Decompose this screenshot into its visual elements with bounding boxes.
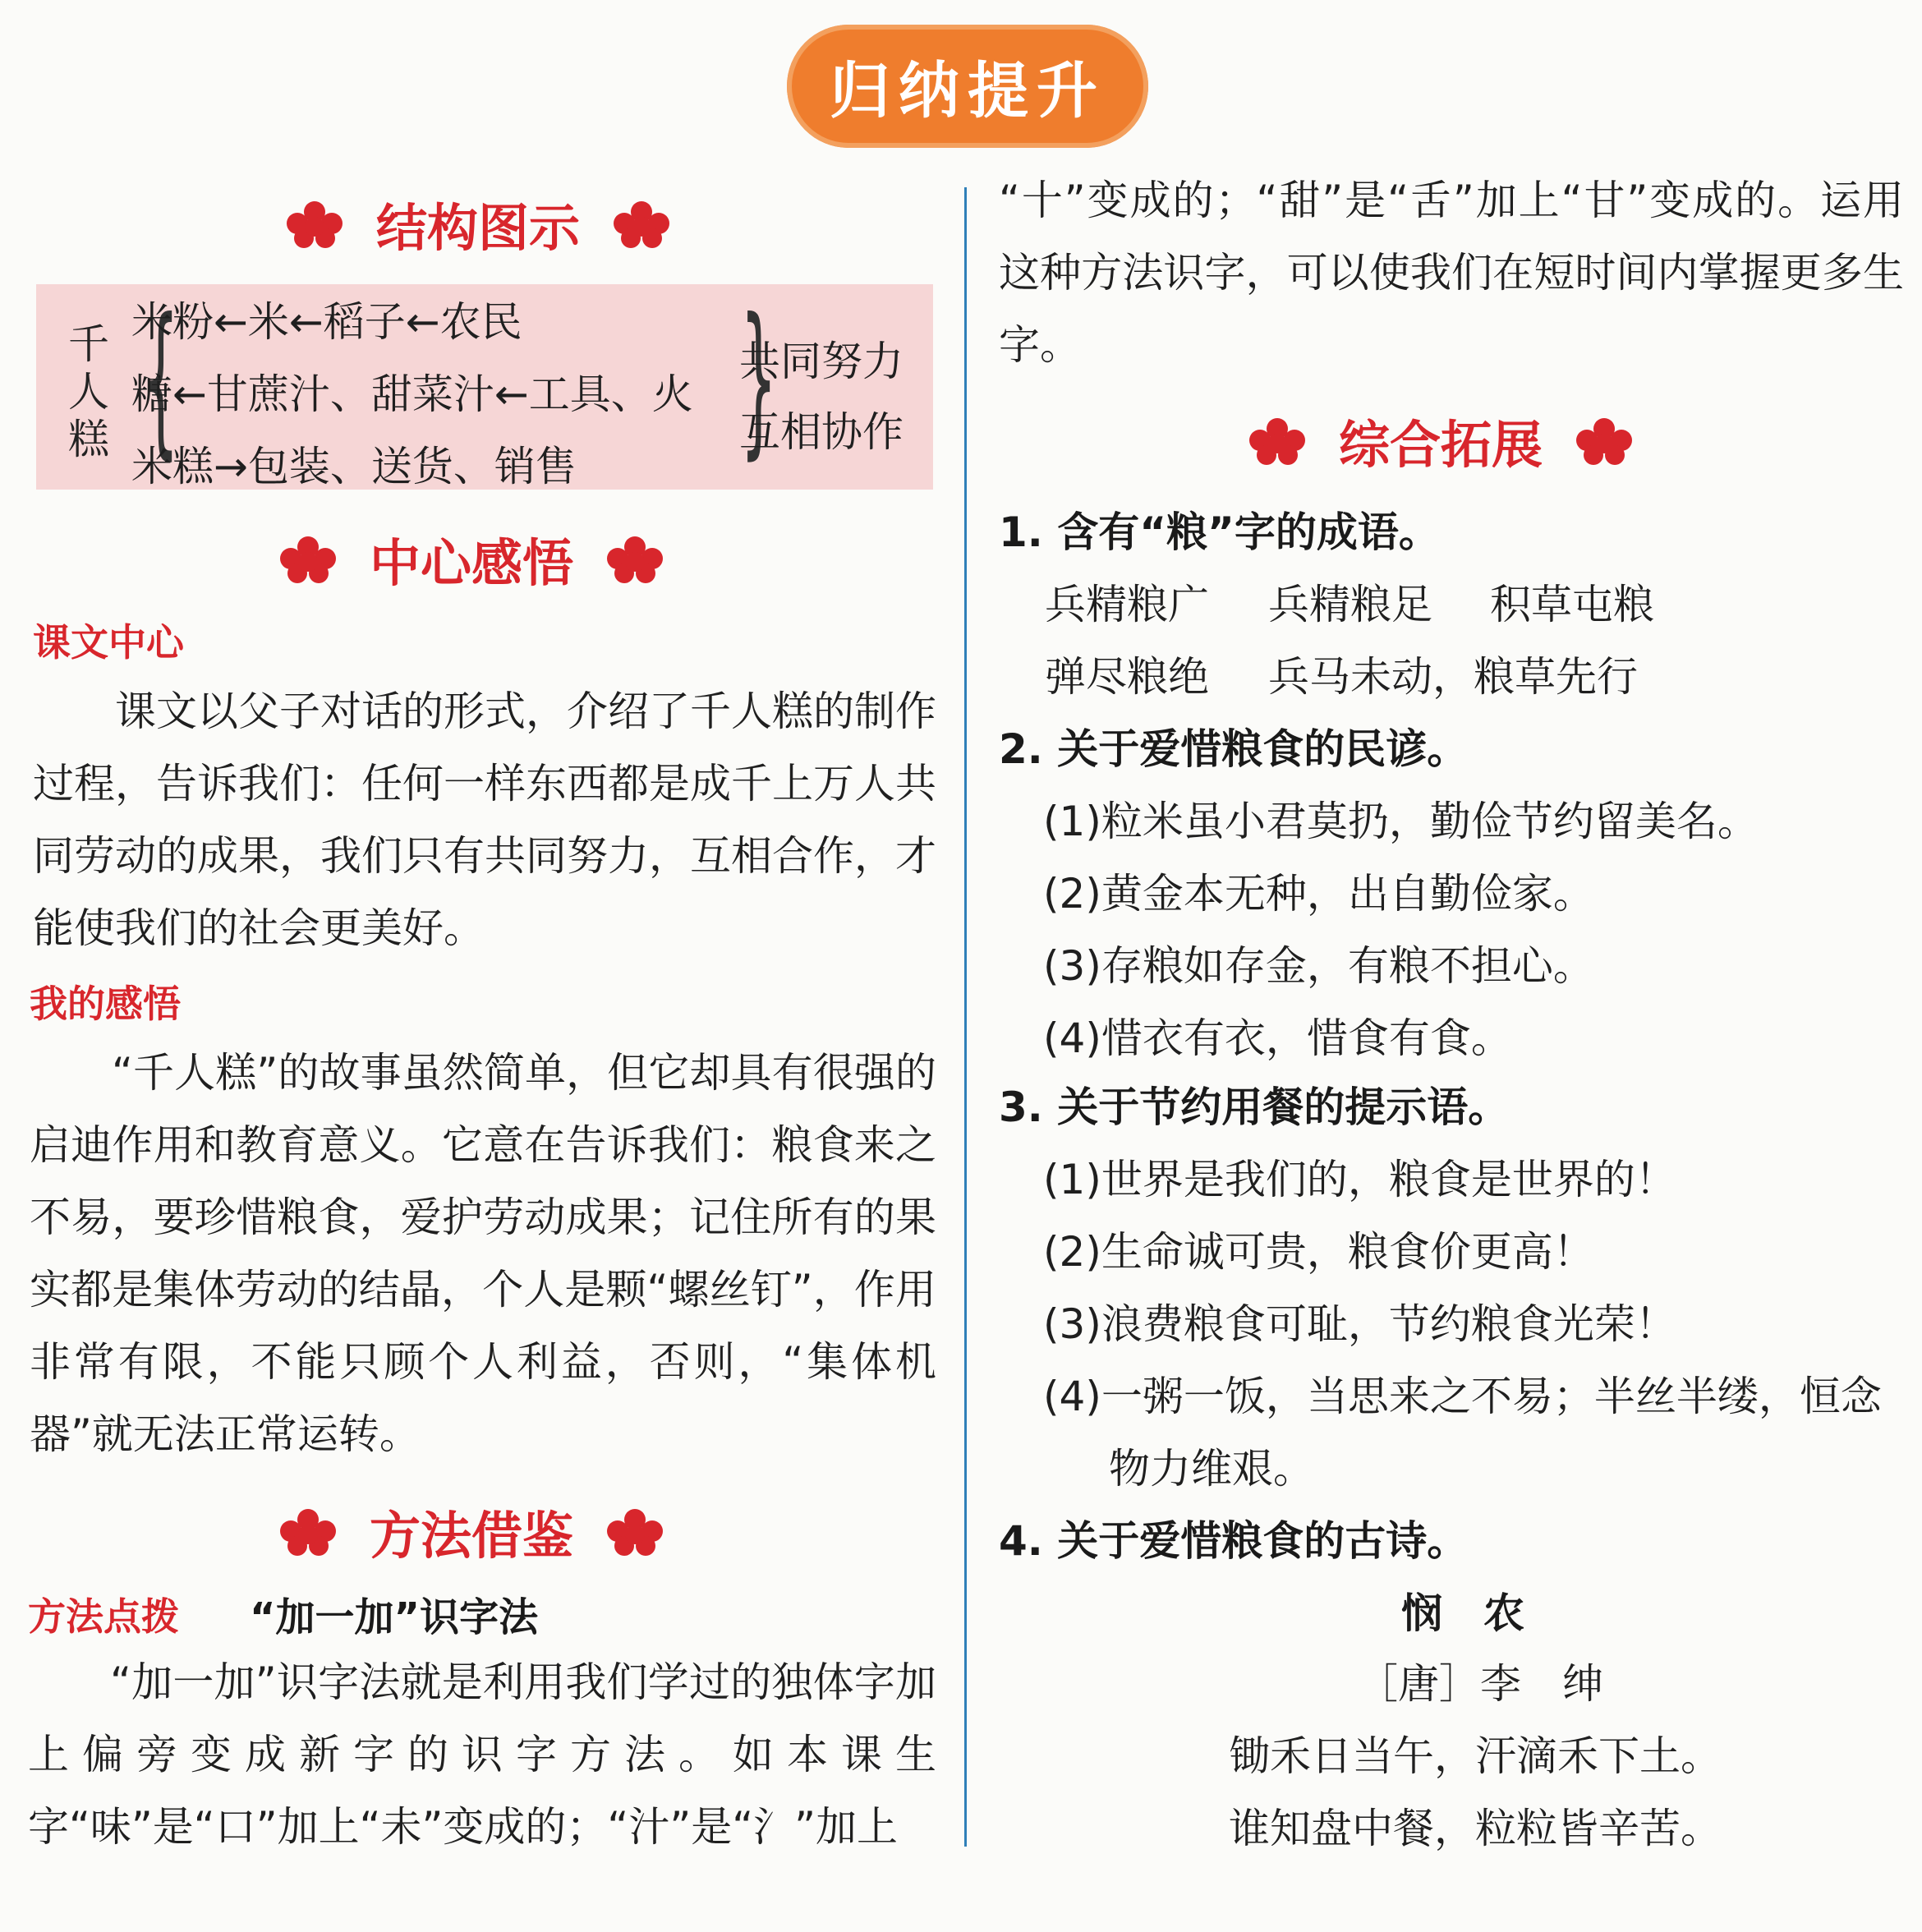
section-title-center — [279, 522, 664, 596]
idiom: 兵马未动，粮草先行 — [1268, 653, 1638, 701]
idiom: 弹尽粮绝 — [1045, 653, 1209, 701]
proverb: (1)粒米虽小君莫扔，勤俭节约留美名。 — [1043, 798, 1759, 845]
right-brace: } — [740, 283, 777, 475]
flower-icon — [279, 536, 337, 583]
section-title-text: 方法借鉴 — [370, 1506, 574, 1566]
poem-title: 悯 农 — [1401, 1589, 1524, 1637]
poem-line: 锄禾日当午，汗滴禾下土。 — [1229, 1732, 1722, 1780]
tip: (3)浪费粮食可耻，节约粮食光荣！ — [1043, 1300, 1676, 1348]
diagram-row: 米粉←米←稻子←农民 — [131, 298, 522, 346]
flower-icon — [613, 200, 670, 248]
my-insight-text: “千人糕”的故事虽然简单，但它却具有很强的启迪作用和教育意义。它意在告诉我们：粮食来之不易，要珍惜粮食，爱护劳动成果；记住所有的果实都是集体劳动的结晶，个人是颗“螺丝钉”，作用非常有限，不能只顾个人利益，否则，“集体机器”就无法正常运转。 — [30, 1049, 936, 1458]
question-1: 1. 含有“粮”字的成语。 — [999, 508, 1440, 556]
section-title-text: 结构图示 — [376, 198, 581, 258]
diagram-row: 米糕→包装、送货、销售 — [131, 443, 577, 490]
diagram-root-char: 糕 — [68, 416, 109, 463]
question-4: 4. 关于爱惜粮食的古诗。 — [999, 1517, 1469, 1565]
idiom: 兵精粮广 — [1045, 581, 1209, 628]
banner-title: 归纳提升 — [830, 56, 1106, 126]
proverb: (2)黄金本无种，出自勤俭家。 — [1043, 870, 1594, 918]
flower-icon — [606, 1508, 664, 1556]
idiom: 积草屯粮 — [1490, 581, 1654, 628]
section-title-method — [279, 1495, 664, 1568]
idiom: 兵精粮足 — [1268, 581, 1432, 628]
flower-icon — [606, 536, 664, 583]
diagram-root-char: 千 — [68, 320, 109, 368]
proverb: (4)惜衣有衣，惜食有食。 — [1043, 1014, 1512, 1062]
tip: 物力维艰。 — [1109, 1445, 1314, 1493]
method-text-continued: “十”变成的；“甜”是“舌”加上“甘”变成的。运用这种方法识字，可以使我们在短时间内掌握更多生字。 — [999, 177, 1904, 369]
section-title-structure — [286, 187, 670, 260]
diagram-right: 互相协作 — [739, 408, 904, 456]
proverb: (3)存粮如存金，有粮不担心。 — [1043, 942, 1594, 990]
poem-line: 谁知盘中餐，粒粒皆辛苦。 — [1229, 1805, 1722, 1852]
tip: (2)生命诚可贵，粮食价更高！ — [1043, 1228, 1594, 1276]
flower-icon — [1575, 417, 1633, 465]
column-divider — [964, 187, 967, 1847]
section-title-extend — [1248, 404, 1633, 477]
question-3: 3. 关于节约用餐的提示语。 — [999, 1083, 1510, 1131]
left-brace: { — [142, 283, 179, 475]
subheading-method-tip: 方法点拨 — [28, 1594, 179, 1639]
diagram-right: 共同努力 — [739, 338, 904, 385]
diagram-root — [64, 320, 113, 463]
diagram-root-char: 人 — [68, 368, 109, 416]
flower-icon — [279, 1508, 337, 1556]
section-title-text: 中心感悟 — [370, 533, 574, 593]
method-text: “加一加”识字法就是利用我们学过的独体字加上偏旁变成新字的识字方法。如本课生字“味”是“口”加上“未”变成的；“汁”是“氵”加上 — [28, 1658, 936, 1851]
flower-icon — [1248, 417, 1306, 465]
subheading-lesson-center: 课文中心 — [33, 620, 184, 665]
diagram-row: 糖←甘蔗汁、甜菜汁←工具、火 — [131, 370, 693, 418]
banner — [787, 25, 1148, 148]
subheading-my-insight: 我的感悟 — [30, 982, 181, 1026]
poem-author: ［唐］李 绅 — [1357, 1660, 1603, 1708]
tip: (4)一粥一饭，当思来之不易；半丝半缕，恒念 — [1043, 1373, 1882, 1420]
section-title-text: 综合拓展 — [1339, 415, 1543, 475]
method-title: “加一加”识字法 — [250, 1594, 539, 1640]
tip: (1)世界是我们的，粮食是世界的！ — [1043, 1156, 1676, 1203]
flower-icon — [286, 200, 343, 248]
question-2: 2. 关于爱惜粮食的民谚。 — [999, 725, 1469, 773]
lesson-center-text: 课文以父子对话的形式，介绍了千人糕的制作过程，告诉我们：任何一样东西都是成千上万人共同劳动的成果，我们只有共同努力，互相合作，才能使我们的社会更美好。 — [33, 688, 936, 952]
